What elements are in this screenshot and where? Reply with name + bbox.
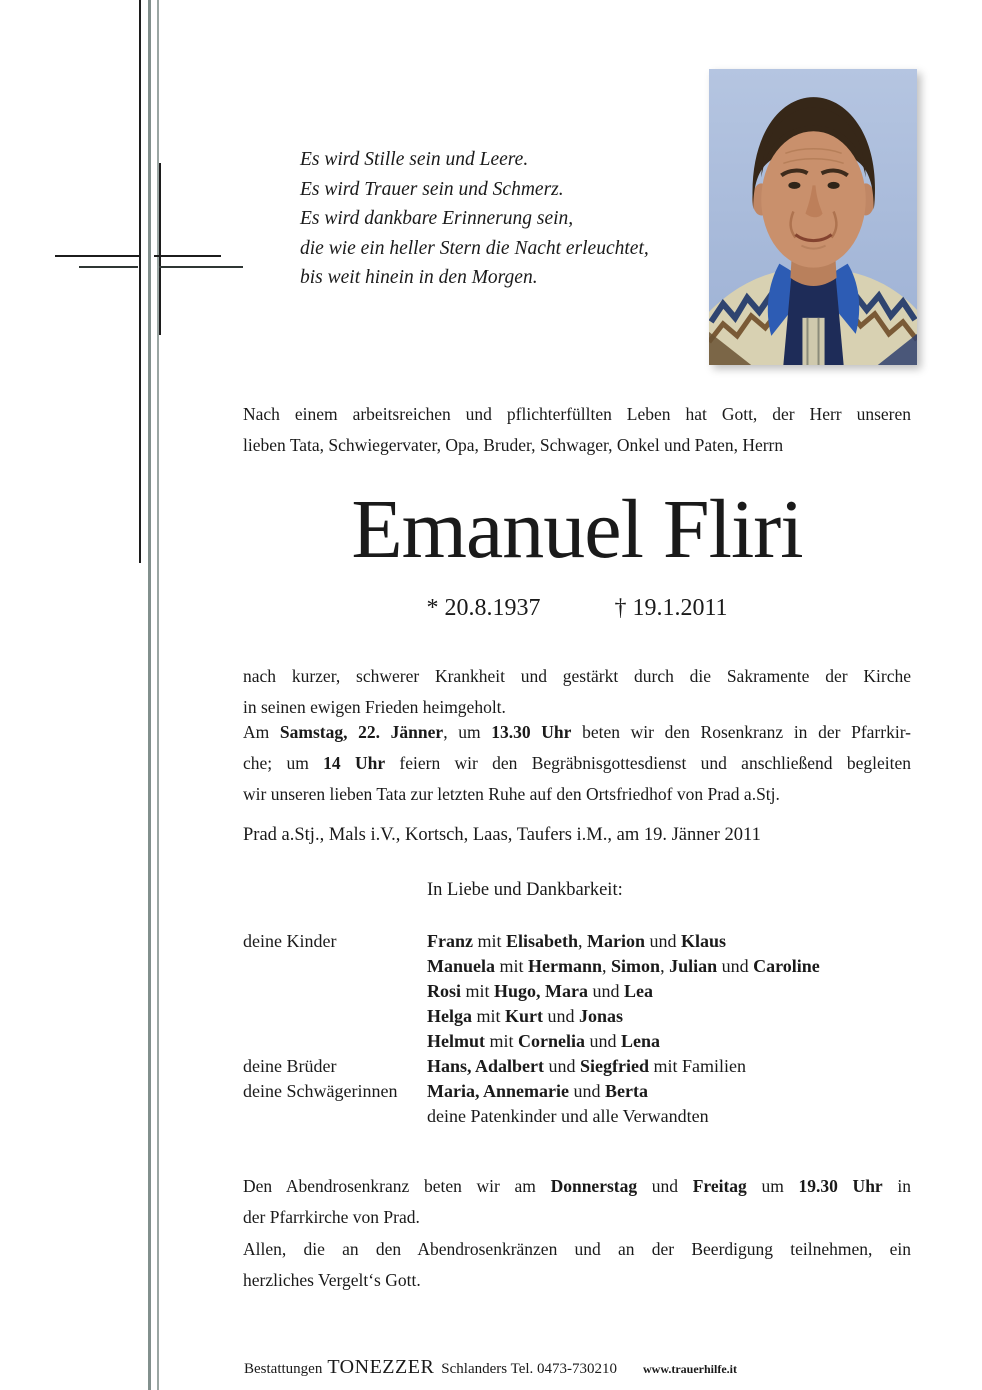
deceased-name: Emanuel Fliri bbox=[351, 483, 803, 576]
cross-horizontal-line-lower-right bbox=[159, 266, 243, 268]
funeral-home-website: www.trauerhilfe.it bbox=[643, 1362, 737, 1376]
intro-paragraph: Nach einem arbeitsreichen und pflichterfüllten Leben hat Gott, der Herr unseren lieben Tata, Schwiegervater, Opa, Bruder, Schwager, Onkel und Paten, Herrn bbox=[243, 404, 911, 455]
cross-vertical-line-left-black bbox=[139, 0, 141, 563]
mourners-row bbox=[243, 1104, 953, 1129]
rosary-notice-line-1: Den Abendrosenkranz beten wir am Donnerstag und Freitag um 19.30 Uhr in bbox=[243, 1176, 911, 1196]
gratitude-heading: In Liebe und Dankbarkeit: bbox=[427, 880, 623, 900]
funeral-line-2: che; um 14 Uhr feiern wir den Begräbnisgottesdienst und anschließend begleiten bbox=[243, 753, 911, 773]
mourners-list bbox=[243, 929, 953, 1129]
mourners-row-names: deine Patenkinder und alle Verwandten bbox=[427, 1106, 709, 1126]
mourners-row-names: Manuela mit Hermann, Simon, Julian und Caroline bbox=[427, 956, 820, 976]
funeral-line-3: wir unseren lieben Tata zur letzten Ruhe auf den Ortsfriedhof von Prad a.Stj. bbox=[243, 784, 780, 804]
mourners-row bbox=[243, 1054, 953, 1079]
rosary-notice-line-2: der Pfarrkirche von Prad. bbox=[243, 1207, 420, 1227]
cross-vertical-line-gray-1 bbox=[148, 0, 151, 1390]
mourners-row-names: Helga mit Kurt und Jonas bbox=[427, 1006, 624, 1026]
mourners-row-names: Hans, Adalbert und Siegfried mit Familien bbox=[427, 1056, 747, 1076]
mourners-row-names: Helmut mit Cornelia und Lena bbox=[427, 1031, 661, 1051]
cross-vertical-line-right-black bbox=[159, 163, 161, 335]
cross-horizontal-line-upper-left bbox=[55, 255, 139, 257]
funeral-home-footer bbox=[244, 1356, 737, 1379]
portrait-photo bbox=[709, 69, 917, 365]
places-dateline: Prad a.Stj., Mals i.V., Kortsch, Laas, Taufers i.M., am 19. Jänner 2011 bbox=[243, 825, 761, 845]
mourners-row bbox=[243, 1029, 953, 1054]
mourners-row-label: deine Kinder bbox=[243, 931, 337, 951]
cross-horizontal-line-upper-right bbox=[154, 255, 221, 257]
mourners-row-label: deine Brüder bbox=[243, 1056, 337, 1076]
mourners-row-names: Maria, Annemarie und Berta bbox=[427, 1081, 648, 1101]
cross-horizontal-line-lower-left bbox=[79, 266, 138, 268]
mourners-row bbox=[243, 1004, 953, 1029]
death-date: † 19.1.2011 bbox=[614, 595, 728, 621]
life-dates bbox=[243, 594, 911, 622]
mourners-row bbox=[243, 1079, 953, 1104]
funeral-paragraph bbox=[243, 717, 911, 810]
mourners-row bbox=[243, 929, 953, 954]
rosary-notice bbox=[243, 1171, 911, 1233]
funeral-home-prefix: Bestattungen bbox=[244, 1361, 323, 1377]
funeral-line-1: Am Samstag, 22. Jänner, um 13.30 Uhr beten wir den Rosenkranz in der Pfarrkir- bbox=[243, 722, 911, 742]
mourners-row bbox=[243, 954, 953, 979]
mourners-row-names: Rosi mit Hugo, Mara und Lea bbox=[427, 981, 654, 1001]
thanks-notice: Allen, die an den Abendrosenkränzen und an der Beerdigung teilnehmen, ein herzliches Vergelt‘s Gott. bbox=[243, 1239, 911, 1290]
funeral-home-brand: TONEZZER bbox=[327, 1356, 435, 1378]
memorial-poem: Es wird Stille sein und Leere. Es wird Trauer sein und Schmerz. Es wird dankbare Erinnerung sein, die wie ein heller Stern die Nacht erleuchtet, bis weit hinein in den Morgen. bbox=[300, 149, 649, 288]
mourners-row-names: Franz mit Elisabeth, Marion und Klaus bbox=[427, 931, 727, 951]
funeral-home-contact: Schlanders Tel. 0473-730210 bbox=[441, 1361, 618, 1377]
mourners-row bbox=[243, 979, 953, 1004]
illness-paragraph: nach kurzer, schwerer Krankheit und gestärkt durch die Sakramente der Kirche in seinen ewigen Frieden heimgeholt. bbox=[243, 666, 911, 717]
mourners-row-label: deine Schwägerinnen bbox=[243, 1081, 398, 1101]
birth-date: * 20.8.1937 bbox=[426, 595, 541, 621]
